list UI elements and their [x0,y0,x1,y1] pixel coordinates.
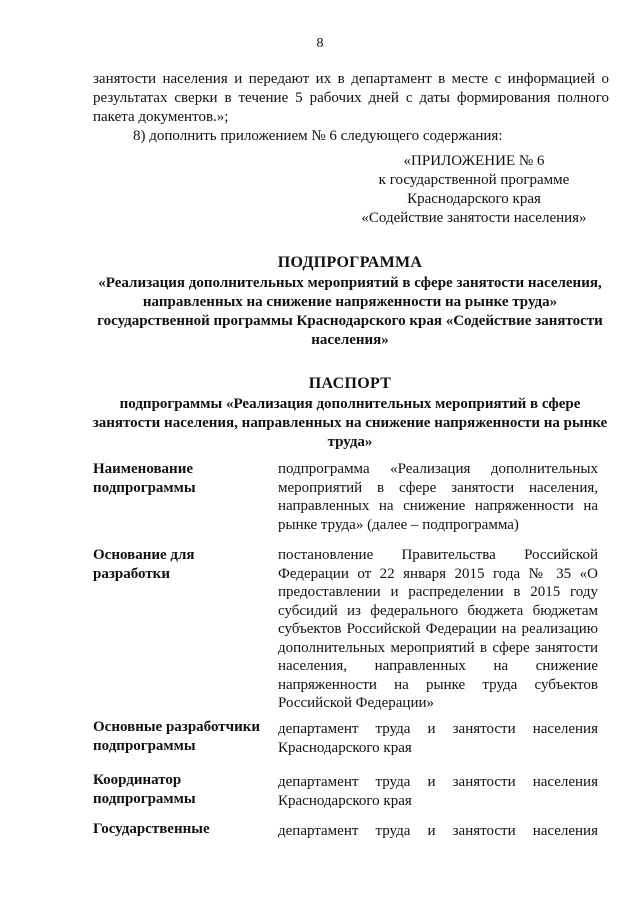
row-value [278,822,598,841]
row-value-line: предоставлении и распределении в 2015 году [278,584,598,600]
intro-line: занятости населения и передают их в департамент в месте с информацией о [93,71,609,87]
row-value-line: дополнительных мероприятий в сфере занятости [278,639,598,656]
row-value-line: субъектов Российской Федерации на реализацию [278,621,598,637]
row-label [93,460,273,498]
row-label-line: подпрограммы [93,738,196,754]
row-label-line: Основание для [93,547,195,563]
appendix-line: «ПРИЛОЖЕНИЕ № 6 [403,153,545,169]
appendix-line: Краснодарского края [407,191,541,207]
row-value [278,460,598,534]
row-value-line: мероприятий в сфере занятости населения, [278,479,598,496]
subprogram-title-line: направленных на снижение напряженности на рынке труда» [142,294,558,310]
appendix-line: «Содействие занятости населения» [361,210,587,226]
row-value-line: департамент труда и занятости населения [278,721,598,737]
row-value [278,546,598,713]
page-number: 8 [316,36,324,51]
row-label-line: Основные разработчики [93,719,261,735]
row-value-line: субсидий из федерального бюджета бюджетам [278,602,598,619]
row-value-line: Российской Федерации» [278,695,435,711]
row-value-line: Федерации от 22 января 2015 года № 35 «О [278,565,598,582]
passport-heading: ПАСПОРТ [308,375,392,392]
passport-title-line: занятости населения, направленных на снижение напряженности на рынке [92,415,608,431]
subprogram-title-line: «Реализация дополнительных мероприятий в сфере занятости населения, [98,275,602,291]
intro-line: результатах сверки в течение 5 рабочих дней с даты формирования полного [93,90,609,106]
appendix-line: к государственной программе [378,172,570,188]
passport-title-line: подпрограммы «Реализация дополнительных мероприятий в сфере [119,396,581,412]
row-value-line: рынке труда» (далее – подпрограмма) [278,516,519,533]
row-label-line: подпрограммы [93,480,196,496]
row-value-line: населения, направленных на снижение [278,658,598,674]
row-label-line: Координатор [93,772,182,788]
row-value-line: напряженности на рынке труда субъектов [278,676,598,693]
intro-line: пакета документов.»; [93,109,229,125]
row-label-line: подпрограммы [93,791,196,807]
passport-title-line: труда» [327,434,373,450]
subprogram-title-line: населения» [311,332,389,348]
subprogram-heading: ПОДПРОГРАММА [277,254,423,271]
row-value-line: направленных на снижение напряженности на [278,498,598,514]
row-value [278,720,598,757]
row-value-line: департамент труда и занятости населения [278,774,598,790]
row-label-line: разработки [93,566,170,582]
row-label [93,546,273,584]
row-value-line: постановление Правительства Российской [278,547,598,563]
row-value-line: департамент труда и занятости населения [278,823,598,839]
row-value-line: Краснодарского края [278,792,412,809]
row-label [93,771,273,809]
row-value-line: Краснодарского края [278,739,412,756]
row-label [93,820,273,839]
item-8-text: 8) дополнить приложением № 6 следующего содержания: [133,128,503,144]
subprogram-title-line: государственной программы Краснодарского края «Содействие занятости [97,313,603,329]
row-label-line: Государственные [93,821,210,837]
row-value [278,773,598,810]
row-label [93,718,278,756]
row-label-line: Наименование [93,461,193,477]
row-value-line: подпрограмма «Реализация дополнительных [278,461,598,477]
